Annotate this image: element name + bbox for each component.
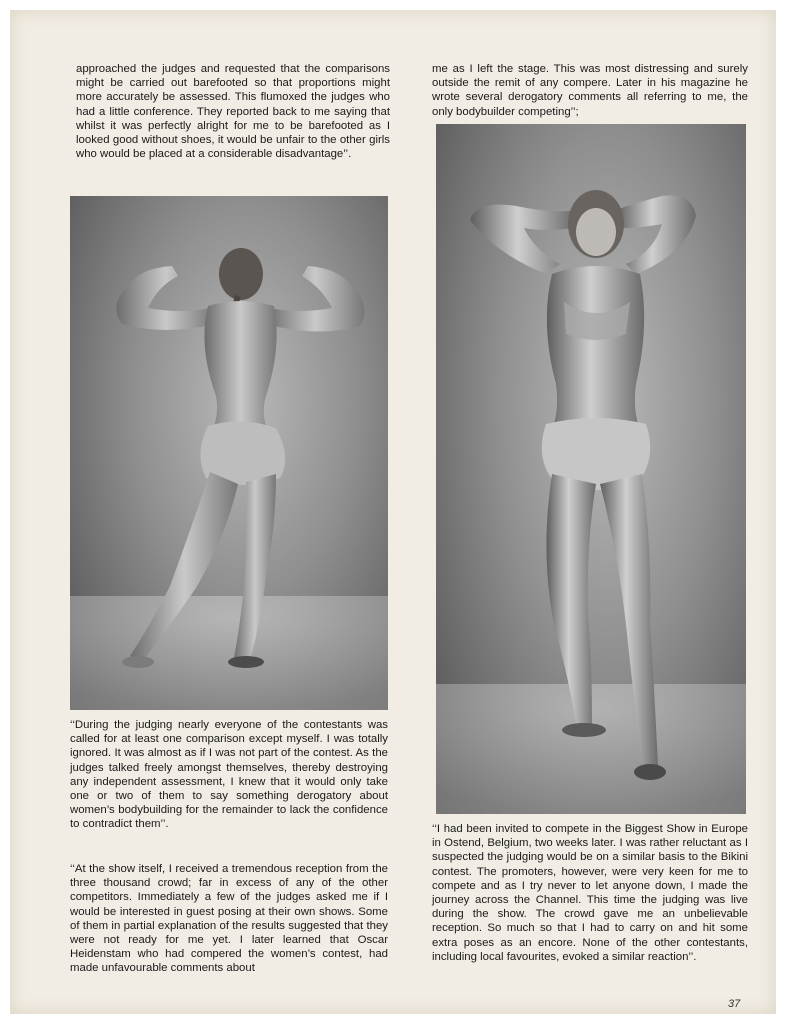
front-pose-figure [436, 124, 746, 814]
front-pose-photo [436, 124, 746, 814]
back-pose-figure [70, 196, 388, 710]
right-biggest-show-paragraph: ‘‘I had been invited to compete in the Biggest Show in Europe in Ostend, Belgium, two weeks later. I was rather reluctant as I suspected the judging would be on a similar basis to the Bikini contest. The promoters, however, were very keen for me to compete and as I try never to let anyone down, I made the journey across the Channel. This time the judging was live during the show. The crowd gave me an unbelievable reception. So much so that I had to carry on and hit some extra poses as an encore. None of the other contestants, including local favourites, evoked a similar reaction’’. [432, 823, 748, 963]
page-number: 37 [728, 998, 741, 1010]
right-intro-paragraph: me as I left the stage. This was most distressing and surely outside the remit of any compere. Later in his magazine he wrote several derogatory comments all referring to me, the only bodybuilder competing’’; [432, 63, 748, 118]
back-pose-photo [70, 196, 388, 710]
left-judging-paragraph: ‘‘During the judging nearly everyone of the contestants was called for at least one comparison except myself. I was totally ignored. It was almost as if I was not part of the contest. As the judges talked freely amongst themselves, thereby destroying any independent assessment, I knew that it would only take one or two of them to say something derogatory about women’s bodybuilding for the remainder to lack the confidence to contradict them’’. [70, 719, 388, 831]
left-intro-paragraph: approached the judges and requested that the comparisons might be carried out barefooted so that proportions might more accurately be assessed. This flumoxed the judges who had a little conference. They reported back to me saying that whilst it was perfectly alright for me to be barefooted as I looked good without shoes, it would be unfair to the other girls who would be placed at a considerable disadvantage’’. [76, 63, 390, 161]
left-show-paragraph: ‘‘At the show itself, I received a tremendous reception from the three thousand crowd; far in excess of any of the other competitors. Immediately a few of the judges asked me if I would be interested in guest posing at their own shows. Some of them in partial explanation of the results suggested that they were not ready for me yet. I later learned that Oscar Heidenstam who had compered the women’s contest, had made unfavourable comments about [70, 863, 388, 975]
